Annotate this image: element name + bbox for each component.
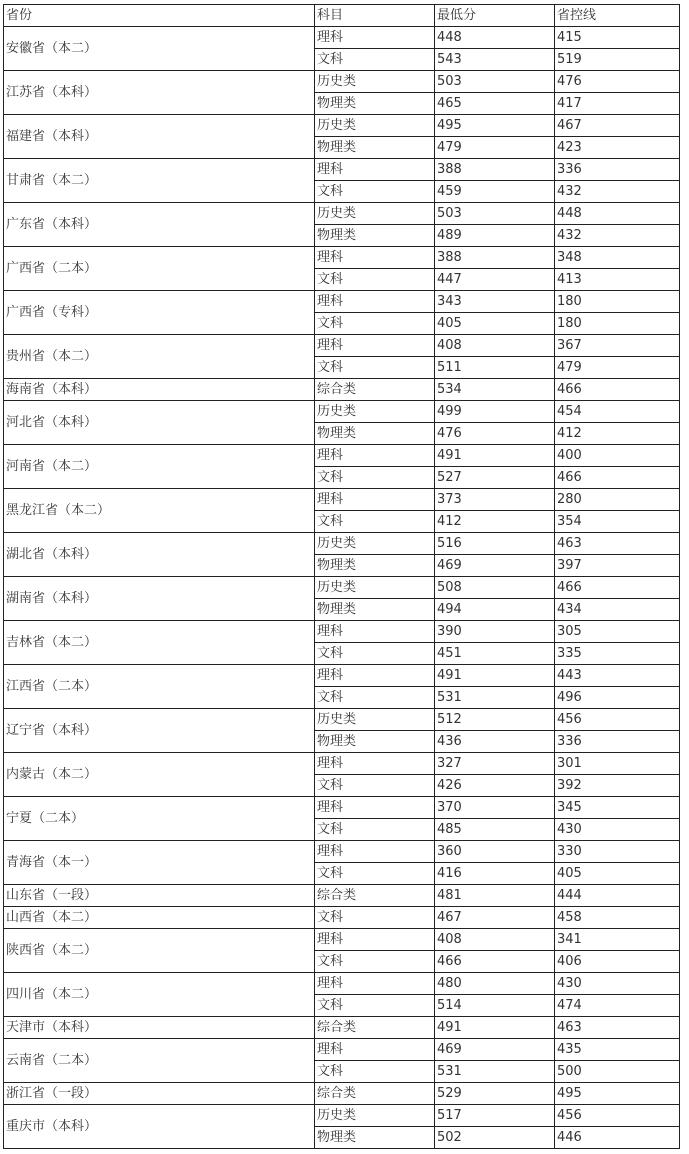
- table-row: [4, 907, 680, 929]
- subject-cell: 历史类: [315, 203, 435, 225]
- subject-cell: 物理类: [315, 225, 435, 247]
- subject-cell: 文科: [315, 951, 435, 973]
- subject-cell: 综合类: [315, 1017, 435, 1039]
- min-score-cell: 499: [435, 401, 555, 423]
- subject-cell: 文科: [315, 819, 435, 841]
- control-line-cell: 367: [555, 335, 680, 357]
- control-line-cell: 495: [555, 1083, 680, 1105]
- header-province: 省份: [4, 5, 315, 27]
- min-score-cell: 388: [435, 159, 555, 181]
- subject-cell: 理科: [315, 973, 435, 995]
- subject-cell: 理科: [315, 621, 435, 643]
- province-cell: 辽宁省（本科）: [4, 709, 315, 753]
- control-line-cell: 341: [555, 929, 680, 951]
- province-cell: 江西省（二本）: [4, 665, 315, 709]
- table-row: [4, 973, 680, 995]
- table-row: [4, 929, 680, 951]
- control-line-cell: 305: [555, 621, 680, 643]
- min-score-cell: 416: [435, 863, 555, 885]
- table-row: [4, 115, 680, 137]
- table-row: [4, 247, 680, 269]
- province-cell: 浙江省（一段）: [4, 1083, 315, 1105]
- table-row: [4, 577, 680, 599]
- table-row: [4, 71, 680, 93]
- table-row: [4, 335, 680, 357]
- subject-cell: 理科: [315, 335, 435, 357]
- subject-cell: 历史类: [315, 1105, 435, 1127]
- min-score-cell: 390: [435, 621, 555, 643]
- subject-cell: 综合类: [315, 885, 435, 907]
- table-row: [4, 797, 680, 819]
- control-line-cell: 519: [555, 49, 680, 71]
- subject-cell: 文科: [315, 1061, 435, 1083]
- subject-cell: 理科: [315, 489, 435, 511]
- province-cell: 河南省（本二）: [4, 445, 315, 489]
- min-score-cell: 503: [435, 203, 555, 225]
- control-line-cell: 476: [555, 71, 680, 93]
- province-cell: 宁夏（二本）: [4, 797, 315, 841]
- control-line-cell: 413: [555, 269, 680, 291]
- subject-cell: 历史类: [315, 401, 435, 423]
- min-score-cell: 529: [435, 1083, 555, 1105]
- province-cell: 云南省（二本）: [4, 1039, 315, 1083]
- table-row: [4, 445, 680, 467]
- subject-cell: 理科: [315, 1039, 435, 1061]
- province-cell: 吉林省（本二）: [4, 621, 315, 665]
- control-line-cell: 405: [555, 863, 680, 885]
- min-score-cell: 467: [435, 907, 555, 929]
- table-row: [4, 379, 680, 401]
- subject-cell: 历史类: [315, 709, 435, 731]
- min-score-cell: 514: [435, 995, 555, 1017]
- min-score-cell: 451: [435, 643, 555, 665]
- control-line-cell: 454: [555, 401, 680, 423]
- subject-cell: 物理类: [315, 599, 435, 621]
- subject-cell: 理科: [315, 797, 435, 819]
- province-cell: 重庆市（本科）: [4, 1105, 315, 1149]
- control-line-cell: 434: [555, 599, 680, 621]
- subject-cell: 文科: [315, 687, 435, 709]
- subject-cell: 物理类: [315, 423, 435, 445]
- subject-cell: 理科: [315, 291, 435, 313]
- control-line-cell: 397: [555, 555, 680, 577]
- min-score-cell: 508: [435, 577, 555, 599]
- table-row: [4, 291, 680, 313]
- table-row: [4, 885, 680, 907]
- min-score-cell: 412: [435, 511, 555, 533]
- min-score-cell: 516: [435, 533, 555, 555]
- min-score-cell: 408: [435, 929, 555, 951]
- control-line-cell: 432: [555, 225, 680, 247]
- subject-cell: 文科: [315, 907, 435, 929]
- min-score-cell: 327: [435, 753, 555, 775]
- control-line-cell: 336: [555, 159, 680, 181]
- min-score-cell: 480: [435, 973, 555, 995]
- table-row: [4, 401, 680, 423]
- control-line-cell: 466: [555, 467, 680, 489]
- province-cell: 四川省（本二）: [4, 973, 315, 1017]
- control-line-cell: 430: [555, 819, 680, 841]
- table-row: [4, 621, 680, 643]
- min-score-cell: 405: [435, 313, 555, 335]
- min-score-cell: 459: [435, 181, 555, 203]
- min-score-cell: 436: [435, 731, 555, 753]
- min-score-cell: 491: [435, 665, 555, 687]
- control-line-cell: 392: [555, 775, 680, 797]
- control-line-cell: 435: [555, 1039, 680, 1061]
- min-score-cell: 388: [435, 247, 555, 269]
- province-cell: 陕西省（本二）: [4, 929, 315, 973]
- min-score-cell: 479: [435, 137, 555, 159]
- min-score-cell: 343: [435, 291, 555, 313]
- min-score-cell: 485: [435, 819, 555, 841]
- control-line-cell: 448: [555, 203, 680, 225]
- min-score-cell: 503: [435, 71, 555, 93]
- min-score-cell: 481: [435, 885, 555, 907]
- province-cell: 江苏省（本科）: [4, 71, 315, 115]
- province-cell: 安徽省（本二）: [4, 27, 315, 71]
- min-score-cell: 469: [435, 1039, 555, 1061]
- control-line-cell: 301: [555, 753, 680, 775]
- subject-cell: 文科: [315, 181, 435, 203]
- subject-cell: 理科: [315, 445, 435, 467]
- min-score-cell: 476: [435, 423, 555, 445]
- province-cell: 福建省（本科）: [4, 115, 315, 159]
- control-line-cell: 500: [555, 1061, 680, 1083]
- subject-cell: 文科: [315, 863, 435, 885]
- header-control-line: 省控线: [555, 5, 680, 27]
- province-cell: 黑龙江省（本二）: [4, 489, 315, 533]
- control-line-cell: 417: [555, 93, 680, 115]
- min-score-cell: 370: [435, 797, 555, 819]
- subject-cell: 理科: [315, 929, 435, 951]
- province-cell: 山东省（一段）: [4, 885, 315, 907]
- min-score-cell: 531: [435, 1061, 555, 1083]
- min-score-cell: 426: [435, 775, 555, 797]
- control-line-cell: 415: [555, 27, 680, 49]
- min-score-cell: 494: [435, 599, 555, 621]
- control-line-cell: 406: [555, 951, 680, 973]
- control-line-cell: 474: [555, 995, 680, 1017]
- table-row: [4, 489, 680, 511]
- min-score-cell: 531: [435, 687, 555, 709]
- control-line-cell: 400: [555, 445, 680, 467]
- control-line-cell: 330: [555, 841, 680, 863]
- min-score-cell: 408: [435, 335, 555, 357]
- control-line-cell: 479: [555, 357, 680, 379]
- min-score-cell: 527: [435, 467, 555, 489]
- province-cell: 甘肃省（本二）: [4, 159, 315, 203]
- control-line-cell: 280: [555, 489, 680, 511]
- min-score-cell: 360: [435, 841, 555, 863]
- table-row: [4, 159, 680, 181]
- control-line-cell: 412: [555, 423, 680, 445]
- province-cell: 湖南省（本科）: [4, 577, 315, 621]
- province-cell: 贵州省（本二）: [4, 335, 315, 379]
- control-line-cell: 430: [555, 973, 680, 995]
- table-row: [4, 753, 680, 775]
- subject-cell: 文科: [315, 313, 435, 335]
- control-line-cell: 458: [555, 907, 680, 929]
- control-line-cell: 348: [555, 247, 680, 269]
- subject-cell: 理科: [315, 27, 435, 49]
- control-line-cell: 354: [555, 511, 680, 533]
- subject-cell: 文科: [315, 643, 435, 665]
- min-score-cell: 447: [435, 269, 555, 291]
- subject-cell: 历史类: [315, 115, 435, 137]
- province-cell: 河北省（本科）: [4, 401, 315, 445]
- subject-cell: 文科: [315, 775, 435, 797]
- subject-cell: 历史类: [315, 71, 435, 93]
- province-cell: 山西省（本二）: [4, 907, 315, 929]
- subject-cell: 综合类: [315, 1083, 435, 1105]
- subject-cell: 理科: [315, 159, 435, 181]
- province-cell: 内蒙古（本二）: [4, 753, 315, 797]
- subject-cell: 物理类: [315, 731, 435, 753]
- subject-cell: 理科: [315, 247, 435, 269]
- control-line-cell: 336: [555, 731, 680, 753]
- subject-cell: 文科: [315, 467, 435, 489]
- subject-cell: 文科: [315, 995, 435, 1017]
- score-table-body: [4, 27, 680, 1149]
- header-subject: 科目: [315, 5, 435, 27]
- control-line-cell: 446: [555, 1127, 680, 1149]
- control-line-cell: 180: [555, 313, 680, 335]
- province-cell: 天津市（本科）: [4, 1017, 315, 1039]
- min-score-cell: 469: [435, 555, 555, 577]
- control-line-cell: 335: [555, 643, 680, 665]
- table-row: [4, 1105, 680, 1127]
- min-score-cell: 448: [435, 27, 555, 49]
- subject-cell: 理科: [315, 665, 435, 687]
- table-row: [4, 1083, 680, 1105]
- control-line-cell: 423: [555, 137, 680, 159]
- subject-cell: 历史类: [315, 533, 435, 555]
- province-cell: 青海省（本一）: [4, 841, 315, 885]
- table-row: [4, 1039, 680, 1061]
- subject-cell: 物理类: [315, 137, 435, 159]
- min-score-cell: 511: [435, 357, 555, 379]
- table-row: [4, 841, 680, 863]
- subject-cell: 文科: [315, 269, 435, 291]
- header-min-score: 最低分: [435, 5, 555, 27]
- subject-cell: 文科: [315, 357, 435, 379]
- min-score-cell: 502: [435, 1127, 555, 1149]
- header-row: [4, 5, 680, 27]
- min-score-cell: 465: [435, 93, 555, 115]
- table-row: [4, 1017, 680, 1039]
- subject-cell: 文科: [315, 49, 435, 71]
- min-score-cell: 466: [435, 951, 555, 973]
- subject-cell: 历史类: [315, 577, 435, 599]
- province-cell: 湖北省（本科）: [4, 533, 315, 577]
- province-cell: 广东省（本科）: [4, 203, 315, 247]
- table-row: [4, 533, 680, 555]
- subject-cell: 物理类: [315, 93, 435, 115]
- control-line-cell: 466: [555, 577, 680, 599]
- min-score-cell: 534: [435, 379, 555, 401]
- table-row: [4, 709, 680, 731]
- min-score-cell: 489: [435, 225, 555, 247]
- min-score-cell: 517: [435, 1105, 555, 1127]
- control-line-cell: 463: [555, 1017, 680, 1039]
- control-line-cell: 432: [555, 181, 680, 203]
- min-score-cell: 543: [435, 49, 555, 71]
- min-score-cell: 512: [435, 709, 555, 731]
- control-line-cell: 467: [555, 115, 680, 137]
- table-row: [4, 203, 680, 225]
- province-cell: 广西省（二本）: [4, 247, 315, 291]
- control-line-cell: 463: [555, 533, 680, 555]
- control-line-cell: 180: [555, 291, 680, 313]
- province-cell: 广西省（专科）: [4, 291, 315, 335]
- min-score-cell: 373: [435, 489, 555, 511]
- subject-cell: 物理类: [315, 1127, 435, 1149]
- min-score-cell: 495: [435, 115, 555, 137]
- control-line-cell: 496: [555, 687, 680, 709]
- subject-cell: 理科: [315, 753, 435, 775]
- control-line-cell: 443: [555, 665, 680, 687]
- table-row: [4, 27, 680, 49]
- min-score-cell: 491: [435, 1017, 555, 1039]
- score-table: [3, 4, 680, 1149]
- control-line-cell: 345: [555, 797, 680, 819]
- subject-cell: 理科: [315, 841, 435, 863]
- subject-cell: 文科: [315, 511, 435, 533]
- control-line-cell: 456: [555, 709, 680, 731]
- province-cell: 海南省（本科）: [4, 379, 315, 401]
- min-score-cell: 491: [435, 445, 555, 467]
- table-row: [4, 665, 680, 687]
- control-line-cell: 456: [555, 1105, 680, 1127]
- control-line-cell: 444: [555, 885, 680, 907]
- subject-cell: 综合类: [315, 379, 435, 401]
- subject-cell: 物理类: [315, 555, 435, 577]
- control-line-cell: 466: [555, 379, 680, 401]
